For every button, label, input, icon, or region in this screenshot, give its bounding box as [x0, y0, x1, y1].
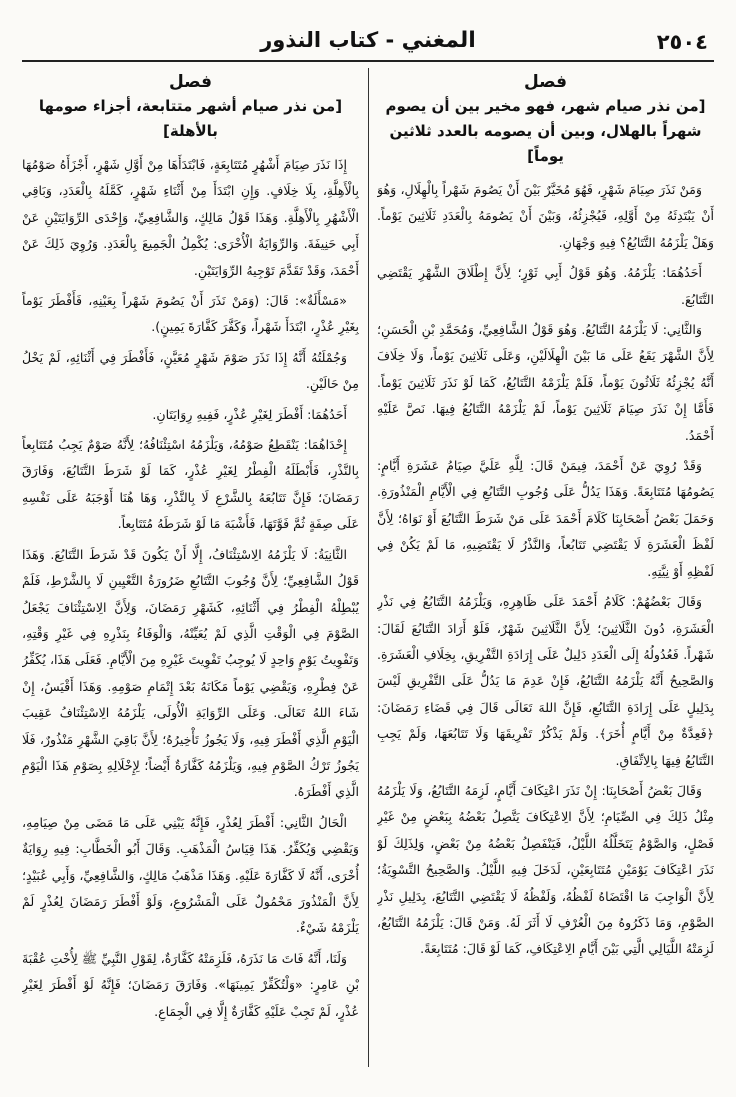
paragraph: وَقَالَ بَعْضُ أَصْحَابِنَا: إِنْ نَذَرَ اعْتِكَافَ أَيَّامٍ، لَزِمَهُ التَّتَابُعُ، وَلَا يَلْزَمُهُ مِثْلُ ذَلِكَ فِي الصِّيَامِ؛ لِأَنَّ الِاعْتِكَافَ يَتَّصِلُ بَعْضُهُ بِبَعْضٍ مِنْ غَيْرِ فَصْلٍ، وَالصَّوْمُ يَتَخَلَّلُهُ اللَّيْلُ، فَيَنْفَصِلُ بَعْضُهُ مِنْ بَعْضٍ، وَلِذَلِكَ لَوْ نَذَرَ اعْتِكَافَ يَوْمَيْنِ مُتَتَابِعَيْنِ، لَدَخَلَ فِيهِ اللَّيْلُ. وَالصَّحِيحُ التَّسْوِيَةُ؛ لِأَنَّ الْوَاجِبَ مَا اقْتَضَاهُ لَفْظُهُ، وَلَفْظُهُ لَا يَقْتَضِي التَّتَابُعَ، بِدَلِيلِ نَذْرِ الصَّوْمِ، وَمَا ذَكَرُوهُ مِنَ الْعُرْفِ لَا أَثَرَ لَهُ. وَمَنْ قَالَ: يَلْزَمُهُ التَّتَابُعُ، لَزِمَتْهُ اللَّيَالِي الَّتِي بَيْنَ أَيَّامِ الِاعْتِكَافِ، كَمَا لَوْ قَالَ: مُتَتَابِعَةً. — [377, 782, 714, 957]
paragraph: وَلَنَا، أَنَّهُ فَاتَ مَا نَذَرَهُ، فَلَزِمَتْهُ كَفَّارَةٌ، لِقَوْلِ النَّبِيِّ ﷺ لِأُخْتِ عُقْبَةَ بْنِ عَامِرٍ: «وَلْتُكَفِّرْ يَمِينَهَا». وَفَارَقَ رَمَضَانَ؛ فَإِنَّهُ لَوْ أَفْطَرَ لِغَيْرِ عُذْرٍ، لَمْ تَجِبْ عَلَيْهِ كَفَّارَةٌ إِلَّا فِي الْجِمَاعِ. — [22, 950, 359, 1019]
paragraph: أَحَدُهُمَا: أَفْطَرَ لِغَيْرِ عُذْرٍ، فَفِيهِ رِوَايَتَانِ. — [152, 406, 347, 422]
paragraph: الثَّانِيَةُ: لَا يَلْزَمُهُ الِاسْتِئْنَافُ، إِلَّا أَنْ يَكُونَ قَدْ شَرَطَ التَّتَابُعَ. وَهَذَا قَوْلُ الشَّافِعِيِّ؛ لِأَنَّ وُجُوبَ التَّتَابُعِ ضَرُورَةُ التَّعْيِينِ لَا بِالشَّرْطِ، فَلَمْ يُبْطِلْهُ الْفِطْرُ فِي أَثْنَائِهِ، كَشَهْرِ رَمَضَانَ، وَلِأَنَّ الِاسْتِئْنَافَ يَجْعَلُ الصَّوْمَ فِي الْوَقْتِ الَّذِي لَمْ يُعَيِّنْهُ، وَالْوَفَاءُ بِنَذْرِهِ فِي غَيْرِ وَقْتِهِ، وَتَفْوِيتُ يَوْمٍ وَاحِدٍ لَا يُوجِبُ تَفْوِيتَ غَيْرِهِ مِنَ الْأَيَّامِ. فَعَلَى هَذَا، يُكَفِّرُ عَنْ فِطْرِهِ، وَيَقْضِي يَوْماً مَكَانَهُ بَعْدَ إِتْمَامِ صَوْمِهِ. وَهَذَا أَقْيَسُ، إِنْ شَاءَ اللهُ تَعَالَى. وَعَلَى الرِّوَايَةِ الْأُولَى، يَلْزَمُهُ الِاسْتِئْنَافُ عَقِيبَ الْيَوْمِ الَّذِي أَفْطَرَ فِيهِ، وَلَا يَجُوزُ تَأْخِيرُهُ؛ لِأَنَّ بَاقِيَ الشَّهْرِ مَنْذُورٌ، فَلَا يَجُوزُ تَرْكُ الصَّوْمِ فِيهِ، وَيَلْزَمُهُ كَفَّارَةٌ أَيْضاً؛ لِإِخْلَالِهِ بِصَوْمِ هَذَا الْيَوْمِ الَّذِي أَفْطَرَهُ. — [22, 546, 359, 800]
paragraph: إِذَا نَذَرَ صِيَامَ أَشْهُرٍ مُتَتَابِعَةٍ، فَابْتَدَأَهَا مِنْ أَوَّلِ شَهْرٍ، أَجْزَأَهُ صَوْمُهَا بِالْأَهِلَّةِ، بِلَا خِلَافٍ. وَإِنِ ابْتَدَأَ مِنْ أَثْنَاءِ شَهْرٍ، كَمَّلَهُ بِالْعَدَدِ، وَبَاقِي الْأَشْهُرِ بِالْأَهِلَّةِ. وَهَذَا قَوْلُ مَالِكٍ، وَالشَّافِعِيِّ، وَإِحْدَى الرِّوَايَتَيْنِ عَنْ أَبِي حَنِيفَةَ. وَالرِّوَايَةُ الْأُخْرَى: يُكْمِلُ الْجَمِيعَ بِالْعَدَدِ. وَرُوِيَ ذَلِكَ عَنْ أَحْمَدَ، وَقَدْ تَقَدَّمَ تَوْجِيهُ الرِّوَايَتَيْنِ. — [22, 157, 359, 278]
paragraph: أَحَدُهُمَا: يَلْزَمُهُ. وَهُوَ قَوْلُ أَبِي ثَوْرٍ؛ لِأَنَّ إِطْلَاقَ الشَّهْرِ يَقْتَضِي التَّتَابُعَ. — [377, 265, 714, 307]
paragraph: وَقَالَ بَعْضُهُمْ: كَلَامُ أَحْمَدَ عَلَى ظَاهِرِهِ، وَيَلْزَمُهُ التَّتَابُعُ فِي نَذْرِ الْعَشَرَةِ، دُونَ الثَّلَاثِينَ؛ لِأَنَّ الثَّلَاثِينَ شَهْرٌ، فَلَوْ أَرَادَ التَّتَابُعَ لَقَالَ: شَهْراً. فَعُدُولُهُ إِلَى الْعَدَدِ دَلِيلٌ عَلَى إِرَادَةِ التَّفْرِيقِ، بِخِلَافِ الْعَشَرَةِ. وَالصَّحِيحُ أَنَّهُ يَلْزَمُهُ التَّتَابُعُ، فَإِنْ عَدِمَ مَا يَدُلُّ عَلَى التَّفْرِيقِ لَيْسَ بِدَلِيلٍ عَلَى إِرَادَةِ التَّتَابُعِ، فَإِنَّ اللهَ تَعَالَى قَالَ فِي قَضَاءِ رَمَضَانَ: ﴿فَعِدَّةٌ مِنْ أَيَّامٍ أُخَرَ﴾. وَلَمْ يَذْكُرْ تَفْرِيقَهَا وَلَا تَتَابُعَهَا، وَلَمْ يَجِبِ التَّتَابُعُ فِيهَا بِالِاتِّفَاقِ. — [377, 594, 714, 768]
section-subheading: [من نذر صيام شهر، فهو مخير بين أن يصوم شهراً بالهلال، وبين أن يصومه بالعدد ثلاثين يوماً] — [385, 97, 706, 165]
left-column — [22, 68, 359, 1067]
paragraph: إِحْدَاهُمَا: يَنْقَطِعُ صَوْمُهُ، وَيَلْزَمُهُ اسْتِئْنَافُهُ؛ لِأَنَّهُ صَوْمٌ يَجِبُ مُتَتَابِعاً بِالنَّذْرِ، فَأَبْطَلَهُ الْفِطْرُ لِغَيْرِ عُذْرٍ، كَمَا لَوْ شَرَطَ التَّتَابُعَ، وَفَارَقَ رَمَضَانَ؛ فَإِنَّ تَتَابُعَهُ بِالشَّرْعِ لَا بِالنَّذْرِ، وَهَا هُنَا أَوْجَبَهُ عَلَى نَفْسِهِ عَلَى صِفَةٍ ثُمَّ فَوَّتَهَا، فَأَشْبَهَ مَا لَوْ شَرَطَهُ مُتَتَابِعاً. — [22, 437, 359, 532]
chapter-title: - كتاب النذور — [260, 28, 395, 52]
section-subheading: [من نذر صيام أشهر متتابعة، أجزاء صومها بالأهلة] — [38, 97, 343, 140]
header-rule — [22, 60, 714, 62]
page-header — [22, 28, 714, 58]
page-number: ٢٥٠٤ — [656, 30, 708, 54]
paragraph: وَجُمْلَتُهُ أَنَّهُ إِذَا نَذَرَ صَوْمَ شَهْرٍ مُعَيَّنٍ، فَأَفْطَرَ فِي أَثْنَائِهِ، لَمْ يَخْلُ مِنْ حَالَيْنِ. — [22, 349, 359, 392]
section-heading: فصل — [523, 72, 568, 92]
paragraph: وَالثَّانِي: لَا يَلْزَمُهُ التَّتَابُعُ. وَهُوَ قَوْلُ الشَّافِعِيِّ، وَمُحَمَّدِ بْنِ الْحَسَنِ؛ لِأَنَّ الشَّهْرَ يَقَعُ عَلَى مَا بَيْنَ الْهِلَالَيْنِ، وَعَلَى ثَلَاثِينَ يَوْماً، وَلَا خِلَافَ أَنَّهُ يُجْزِئُهُ ثَلَاثُونَ يَوْماً، فَلَمْ يَلْزَمْهُ التَّتَابُعُ، كَمَا لَوْ نَذَرَ ثَلَاثِينَ يَوْماً. فَأَمَّا إِنْ نَذَرَ صِيَامَ ثَلَاثِينَ يَوْماً، لَمْ يَلْزَمْهُ التَّتَابُعُ فِيهَا. نَصَّ عَلَيْهِ أَحْمَدُ. — [377, 322, 714, 443]
book-title: المغني — [401, 28, 476, 53]
column-divider — [368, 68, 369, 1067]
paragraph: «مَسْأَلَةٌ»: قَالَ: (وَمَنْ نَذَرَ أَنْ يَصُومَ شَهْراً بِعَيْنِهِ، فَأَفْطَرَ يَوْماً بِغَيْرِ عُذْرٍ، ابْتَدَأَ شَهْراً، وَكَفَّرَ كَفَّارَةَ يَمِينٍ). — [22, 293, 359, 335]
running-title — [22, 28, 714, 53]
paragraph: وَقَدْ رُوِيَ عَنْ أَحْمَدَ، فِيمَنْ قَالَ: لِلَّهِ عَلَيَّ صِيَامُ عَشَرَةِ أَيَّامٍ: يَصُومُهَا مُتَتَابِعَةً. وَهَذَا يَدُلُّ عَلَى وُجُوبِ التَّتَابُعِ فِي الْأَيَّامِ الْمَنْذُورَةِ. وَحَمَلَ بَعْضُ أَصْحَابِنَا كَلَامَ أَحْمَدَ عَلَى مَنْ شَرَطَ التَّتَابُعَ أَوْ نَوَاهُ؛ لِأَنَّ لَفْظَ الْعَشَرَةِ لَا يَقْتَضِي تَتَابُعاً، وَالنَّذْرُ لَا يَقْتَضِيهِ، مَا لَمْ يَكُنْ فِي لَفْظِهِ أَوْ نِيَّتِهِ. — [377, 458, 714, 579]
paragraph: الْحَالُ الثَّانِي: أَفْطَرَ لِعُذْرٍ، فَإِنَّهُ يَبْنِي عَلَى مَا مَضَى مِنْ صِيَامِهِ، وَيَقْضِي وَيُكَفِّرُ. هَذَا قِيَاسُ الْمَذْهَبِ. وَقَالَ أَبُو الْخَطَّابِ: فِيهِ رِوَايَةٌ أُخْرَى، أَنَّهُ لَا كَفَّارَةَ عَلَيْهِ. وَهَذَا مَذْهَبُ مَالِكٍ، وَالشَّافِعِيِّ، وَأَبِي عُبَيْدٍ؛ لِأَنَّ الْمَنْذُورَ مَحْمُولٌ عَلَى الْمَشْرُوعِ، وَلَوْ أَفْطَرَ رَمَضَانَ لِعُذْرٍ لَمْ يَلْزَمْهُ شَيْءٌ. — [22, 814, 359, 936]
right-column — [377, 68, 714, 1067]
paragraph: وَمَنْ نَذَرَ صِيَامَ شَهْرٍ، فَهُوَ مُخَيَّرٌ بَيْنَ أَنْ يَصُومَ شَهْراً بِالْهِلَالِ، وَهُوَ أَنْ يَبْتَدِئَهُ مِنْ أَوَّلِهِ، فَيُجْزِئُهُ، وَبَيْنَ أَنْ يَصُومَهُ بِالْعَدَدِ ثَلَاثِينَ يَوْماً. وَهَلْ يَلْزَمُهُ التَّتَابُعُ؟ فِيهِ وَجْهَانِ. — [377, 182, 714, 250]
section-heading: فصل — [168, 72, 213, 92]
